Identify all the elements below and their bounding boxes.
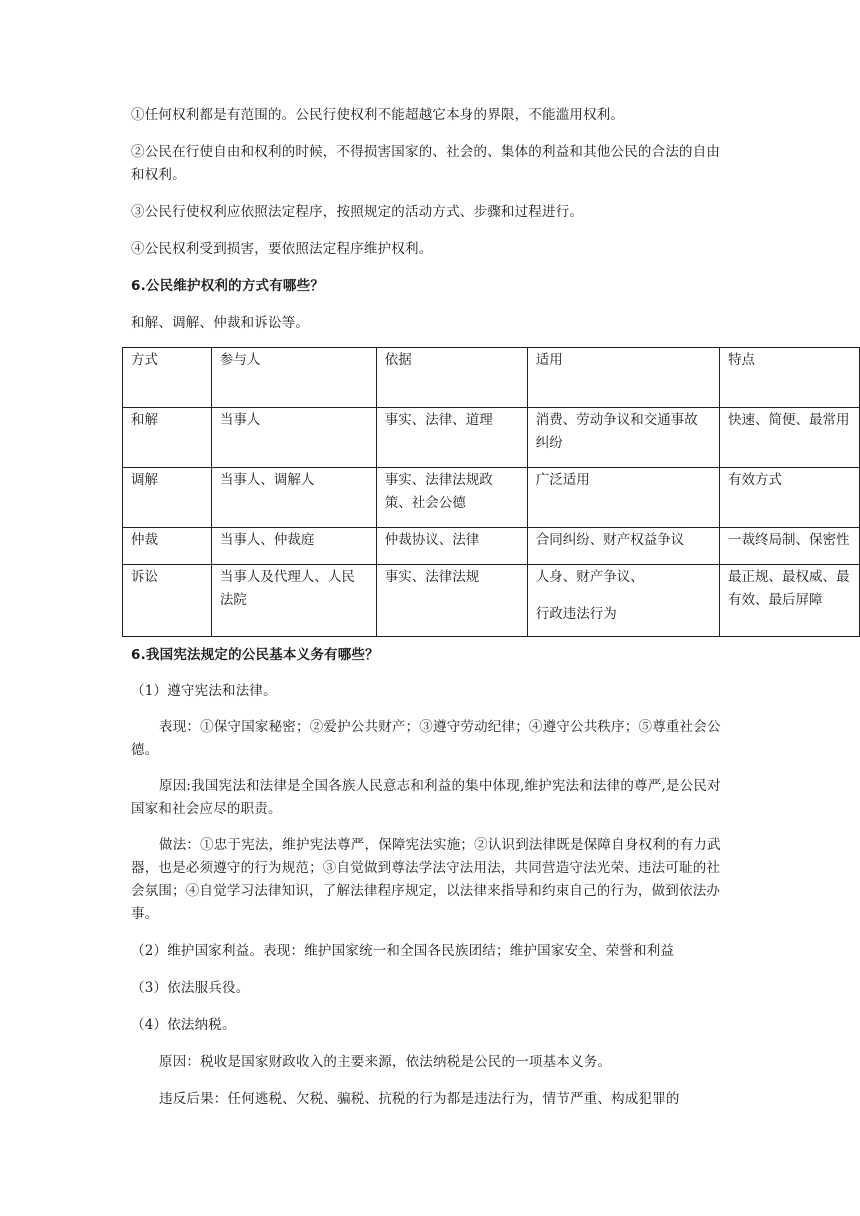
- table-cell: [527, 565, 719, 637]
- duty-1-practice: 做法：①忠于宪法，维护宪法尊严，保障宪法实施；②认识到法律既是保障自身权利的有力武器，也是必须遵守的行为规范；③自觉做到尊法学法守法用法，共同营造守法光荣、违法可耻的社会氛围；④自觉学习法律知识，了解法律程序规定，以法律来指导和约束自己的行为，做到依法办事。: [131, 837, 721, 922]
- table-header-cell: 特点: [720, 348, 860, 408]
- table-cell: 有效方式: [720, 468, 860, 528]
- duty-1-manifestation: 表现：①保守国家秘密；②爱护公共财产；③遵守劳动纪律；④遵守公共秩序；⑤尊重社会公德。: [131, 719, 721, 758]
- duty-3-heading: （3）依法服兵役。: [131, 980, 250, 996]
- duty-4-consequence: 违反后果：任何逃税、欠税、骗税、抗税的行为都是违法行为，情节严重、构成犯罪的: [159, 1091, 680, 1107]
- table-cell: 当事人、调解人: [211, 468, 376, 528]
- table-header-cell: 适用: [527, 348, 719, 408]
- table-header-row: [123, 348, 860, 408]
- table-cell: 事实、法律法规政策、社会公德: [376, 468, 527, 528]
- section-heading-duties: 6.我国宪法规定的公民基本义务有哪些？: [131, 647, 379, 663]
- table-cell: 仲裁: [123, 528, 212, 565]
- table-row: [123, 468, 860, 528]
- table-row: [123, 528, 860, 565]
- paragraph-legal-procedure: ③公民行使权利应依照法定程序，按照规定的活动方式、步骤和过程进行。: [131, 204, 584, 220]
- duty-4-reason: 原因：税收是国家财政收入的主要来源，依法纳税是公民的一项基本义务。: [159, 1054, 612, 1070]
- table-row: [123, 408, 860, 468]
- table-header-cell: 方式: [123, 348, 212, 408]
- table-cell: 事实、法律法规: [376, 565, 527, 637]
- table-cell: 一裁终局制、保密性: [720, 528, 860, 565]
- section-heading-rights-methods: 6.公民维护权利的方式有哪些？: [131, 278, 325, 294]
- cell-spacer: [536, 589, 711, 603]
- table-cell: 当事人、仲裁庭: [211, 528, 376, 565]
- paragraph-right-scope: ①任何权利都是有范围的。公民行使权利不能超越它本身的界限，不能滥用权利。: [131, 107, 625, 123]
- table-cell: 最正规、最权威、最有效、最后屏障: [720, 565, 860, 637]
- rights-methods-table: [122, 347, 860, 637]
- table-header-cell: 依据: [376, 348, 527, 408]
- table-cell: 事实、法律、道理: [376, 408, 527, 468]
- table-cell: 调解: [123, 468, 212, 528]
- duty-1-reason: 原因:我国宪法和法律是全国各族人民意志和利益的集中体现,维护宪法和法律的尊严,是公民对国家和社会应尽的职责。: [131, 778, 721, 817]
- paragraph-protect-rights: ④公民权利受到损害，要依照法定程序维护权利。: [131, 241, 433, 257]
- table-cell: 仲裁协议、法律: [376, 528, 527, 565]
- table-cell: 当事人及代理人、人民法院: [211, 565, 376, 637]
- table-header-cell: 参与人: [211, 348, 376, 408]
- table-cell: 当事人: [211, 408, 376, 468]
- paragraph-no-harm: ②公民在行使自由和权利的时候，不得损害国家的、社会的、集体的利益和其他公民的合法的自由和权利。: [131, 144, 721, 183]
- paragraph-methods-summary: 和解、调解、仲裁和诉讼等。: [131, 315, 310, 331]
- duty-1-heading: （1）遵守宪法和法律。: [131, 683, 277, 699]
- table-row: [123, 565, 860, 637]
- table-cell: 合同纠纷、财产权益争议: [527, 528, 719, 565]
- table-cell: 诉讼: [123, 565, 212, 637]
- table-cell-line: 人身、财产争议、: [535, 569, 644, 585]
- duty-2-heading: （2）维护国家利益。表现：维护国家统一和全国各民族团结；维护国家安全、荣誉和利益: [131, 943, 675, 959]
- duty-4-heading: （4）依法纳税。: [131, 1017, 236, 1033]
- table-cell: 消费、劳动争议和交通事故纠纷: [527, 408, 719, 468]
- table-cell: 和解: [123, 408, 212, 468]
- table-cell: 快速、简便、最常用: [720, 408, 860, 468]
- table-cell: 广泛适用: [527, 468, 719, 528]
- table-cell-line: 行政违法行为: [535, 606, 617, 622]
